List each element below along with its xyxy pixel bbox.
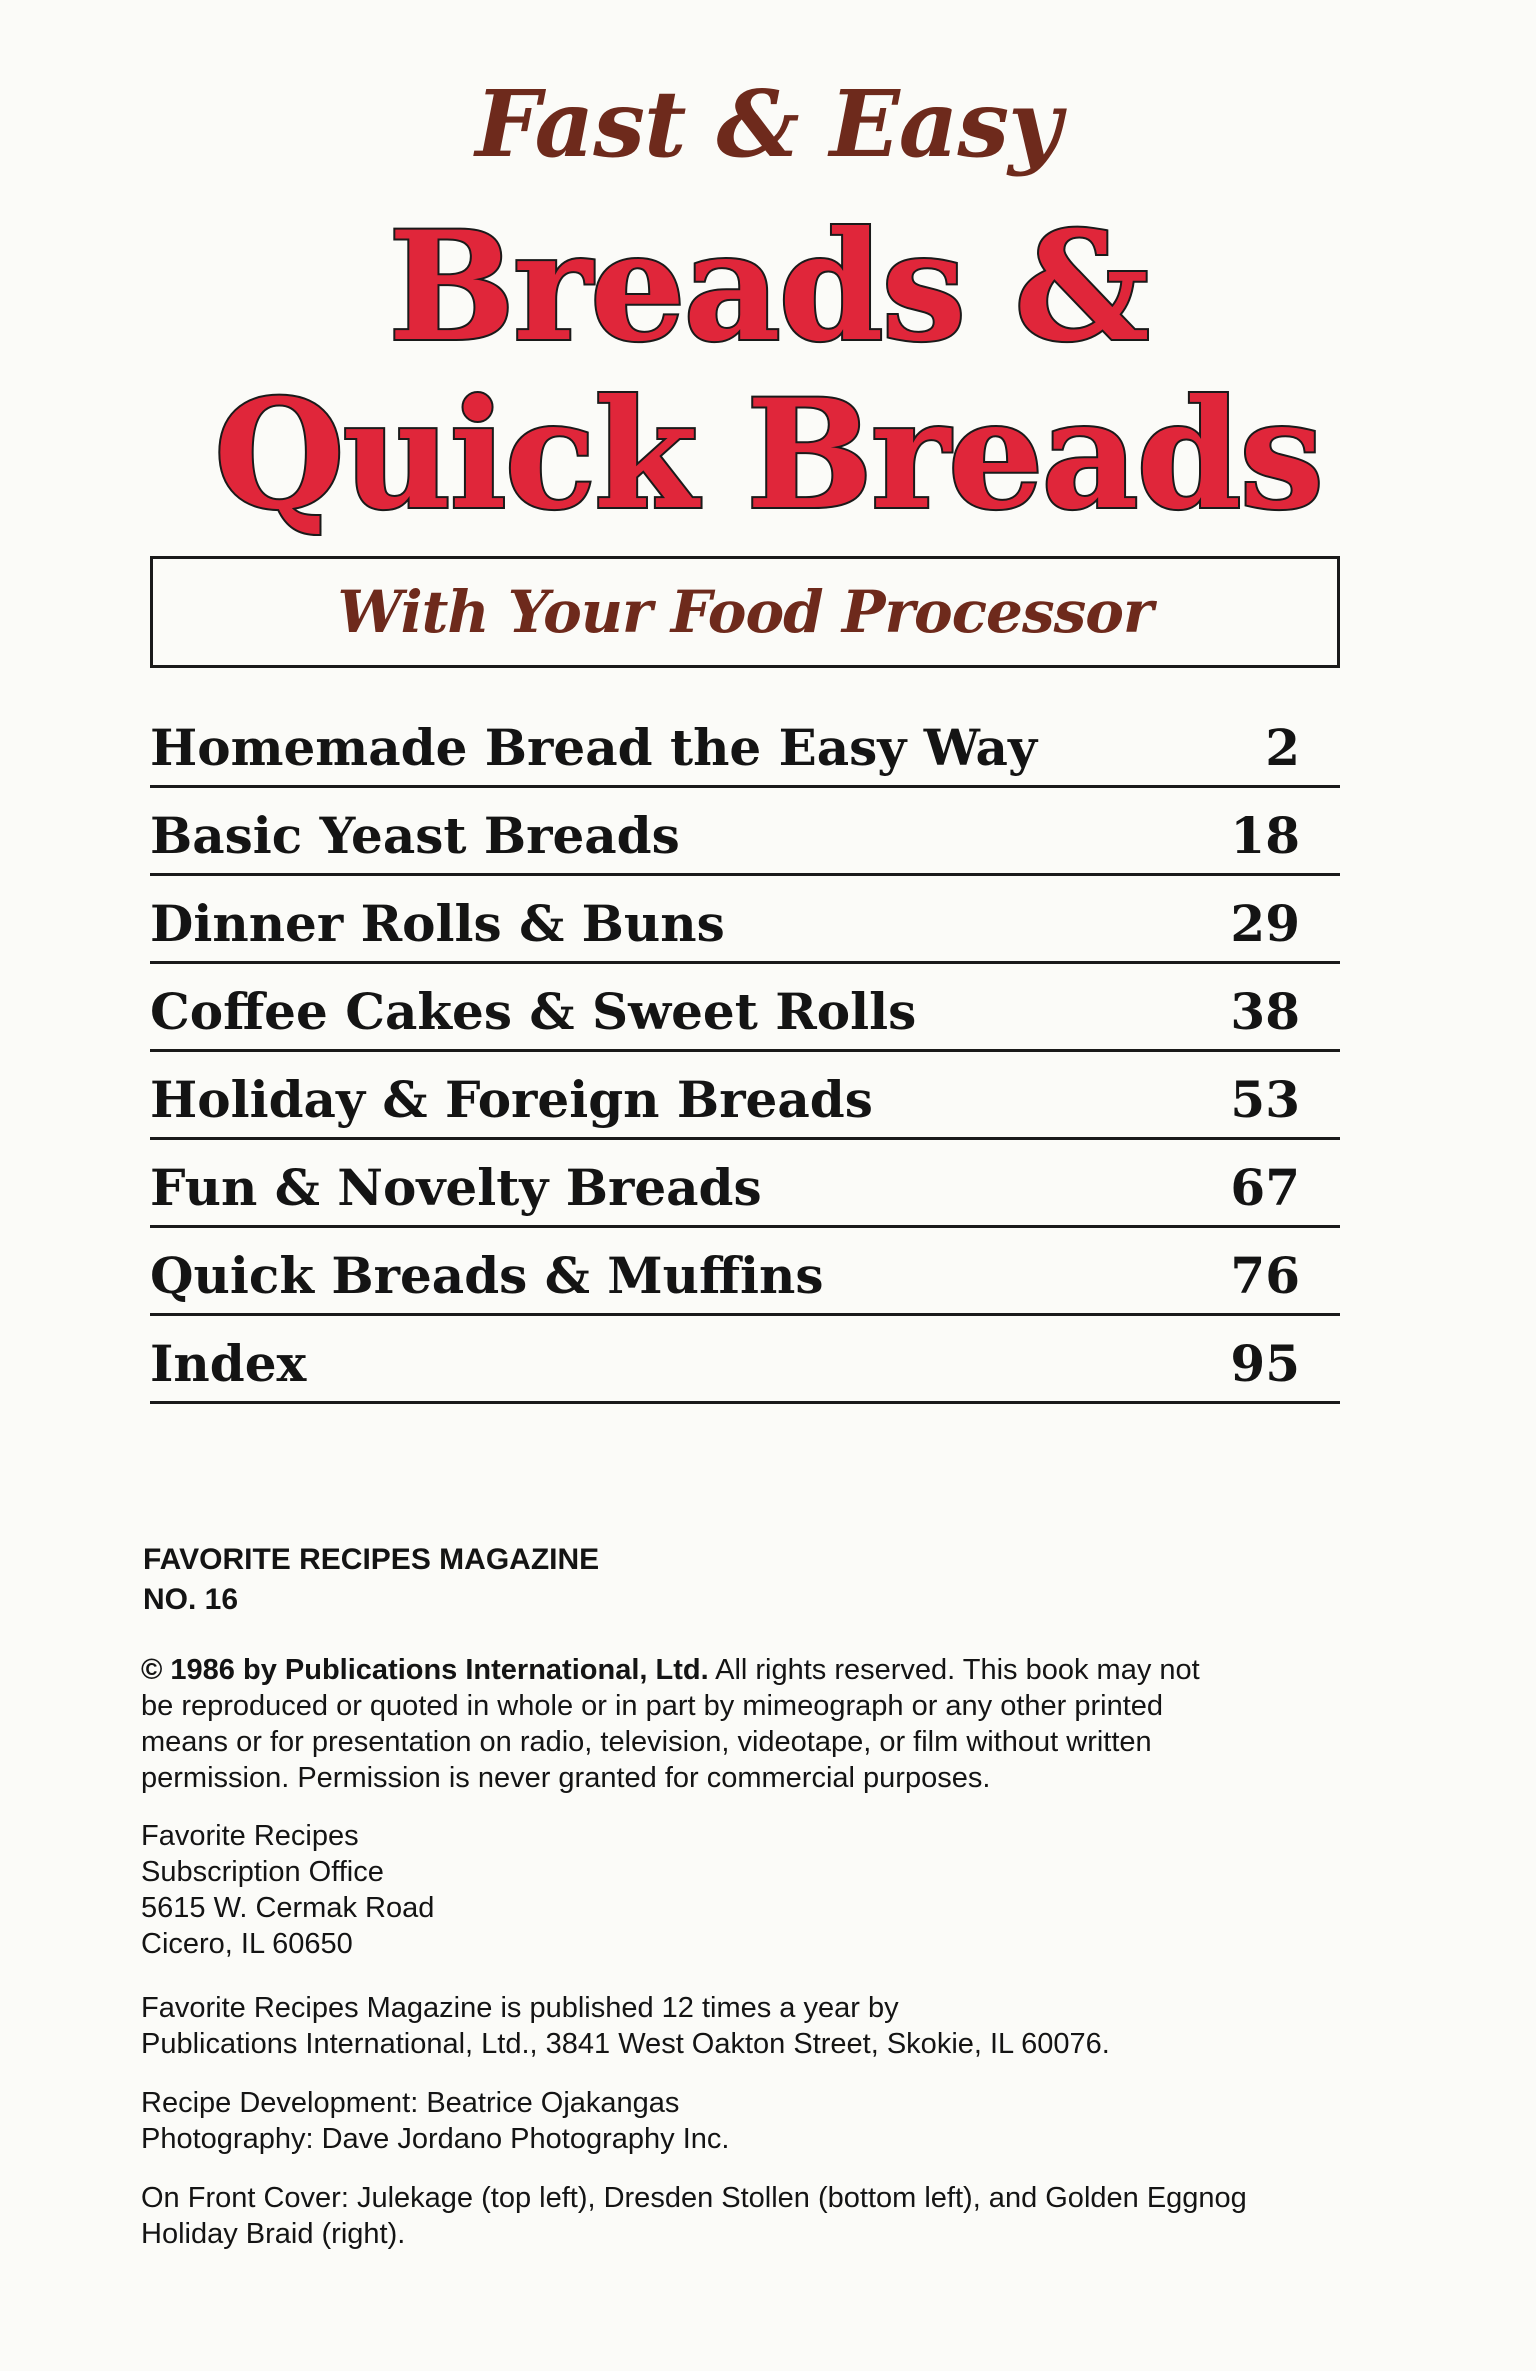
toc-page-number: 67 <box>1230 1158 1300 1217</box>
masthead <box>143 1540 599 1620</box>
address-line: Subscription Office <box>141 1856 384 1888</box>
copyright-line: All rights reserved. This book may not <box>708 1654 1200 1686</box>
toc-page-number: 18 <box>1230 806 1300 865</box>
table-of-contents <box>150 700 1340 1404</box>
subscription-address <box>141 1818 1371 1962</box>
toc-title: Index <box>150 1334 307 1393</box>
toc-row <box>150 788 1340 876</box>
toc-row <box>150 1228 1340 1316</box>
toc-row <box>150 876 1340 964</box>
toc-row <box>150 1140 1340 1228</box>
address-line: Favorite Recipes <box>141 1820 359 1852</box>
address-line: Cicero, IL 60650 <box>141 1928 353 1960</box>
toc-row <box>150 1052 1340 1140</box>
cover-description <box>141 2180 1371 2252</box>
magazine-name: FAVORITE RECIPES MAGAZINE <box>143 1543 600 1576</box>
credit-line: Recipe Development: Beatrice Ojakangas <box>141 2087 680 2119</box>
title-breads: Breads & <box>388 199 1148 375</box>
credit-line: Photography: Dave Jordano Photography Inc. <box>141 2123 730 2155</box>
copyright-notice <box>141 1652 1371 1796</box>
toc-title: Quick Breads & Muffins <box>150 1246 824 1305</box>
toc-page-number: 95 <box>1230 1334 1300 1393</box>
subtitle-box <box>150 556 1340 668</box>
toc-title: Dinner Rolls & Buns <box>150 894 725 953</box>
publication-line: Favorite Recipes Magazine is published 12 times a year by <box>141 1992 899 2024</box>
address-line: 5615 W. Cermak Road <box>141 1892 435 1924</box>
toc-row <box>150 964 1340 1052</box>
toc-title: Holiday & Foreign Breads <box>150 1070 873 1129</box>
publication-line: Publications International, Ltd., 3841 West Oakton Street, Skokie, IL 60076. <box>141 2028 1110 2060</box>
publication-info <box>141 1990 1371 2062</box>
copyright-line: be reproduced or quoted in whole or in part by mimeograph or any other printed <box>141 1690 1164 1722</box>
toc-title: Basic Yeast Breads <box>150 806 680 865</box>
toc-page-number: 2 <box>1265 718 1300 777</box>
cover-line: Holiday Braid (right). <box>141 2218 406 2250</box>
toc-page-number: 76 <box>1230 1246 1300 1305</box>
toc-page-number: 53 <box>1230 1070 1300 1129</box>
cover-line: On Front Cover: Julekage (top left), Dresden Stollen (bottom left), and Golden Eggnog <box>141 2182 1247 2214</box>
toc-row <box>150 1316 1340 1404</box>
copyright-line: permission. Permission is never granted for commercial purposes. <box>141 1762 991 1794</box>
toc-title: Fun & Novelty Breads <box>150 1158 762 1217</box>
toc-row <box>150 700 1340 788</box>
credits <box>141 2085 1371 2157</box>
copyright-line: means or for presentation on radio, television, videotape, or film without written <box>141 1726 1152 1758</box>
toc-title: Homemade Bread the Easy Way <box>150 718 1038 777</box>
title-quick-breads: Quick Breads <box>214 367 1322 543</box>
copyright-holder: © 1986 by Publications International, Ltd. <box>141 1654 709 1686</box>
subtitle: With Your Food Processor <box>337 578 1153 646</box>
toc-page-number: 38 <box>1230 982 1300 1041</box>
title-fast-easy: Fast & Easy <box>475 70 1061 178</box>
toc-page-number: 29 <box>1230 894 1300 953</box>
issue-number: NO. 16 <box>143 1583 239 1616</box>
toc-title: Coffee Cakes & Sweet Rolls <box>150 982 917 1041</box>
